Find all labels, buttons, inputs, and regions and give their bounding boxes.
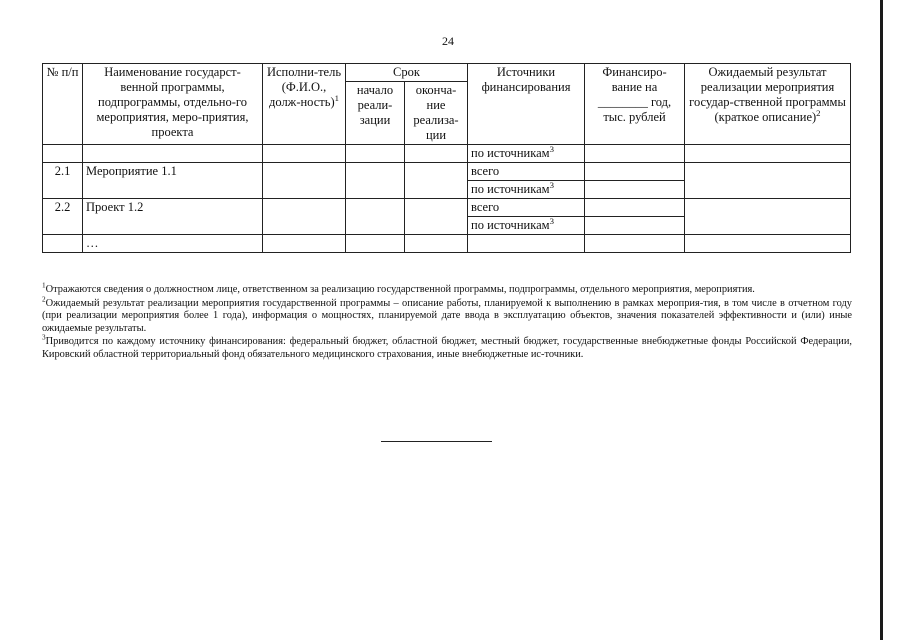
row-name: Проект 1.2 <box>83 199 263 235</box>
row-number: 2.1 <box>43 163 83 199</box>
cell <box>346 145 405 163</box>
table-row <box>43 199 851 217</box>
table-row <box>43 163 851 181</box>
footnote-ref-1: 1 <box>334 92 339 103</box>
header-financing: Финансиро-вание на ________ год, тыс. рублей <box>585 64 685 145</box>
source-by-source-label: по источникам <box>471 218 550 232</box>
program-plan-table <box>42 63 851 253</box>
source-by-source-label: по источникам <box>471 182 550 196</box>
cell <box>585 235 685 253</box>
footnote-ref-3: 3 <box>549 143 554 154</box>
header-executor <box>263 64 346 145</box>
cell <box>346 199 405 235</box>
source-total: всего <box>468 199 585 217</box>
header-result-text: Ожидаемый результат реализации мероприятия государ-ственной программы (краткое описание) <box>689 65 846 124</box>
table-row <box>43 235 851 253</box>
footnote-mark: 3 <box>42 333 46 342</box>
header-sources: Источники финансирования <box>468 64 585 145</box>
cell <box>405 235 468 253</box>
footnote-mark: 2 <box>42 295 46 304</box>
footnote-ref-3: 3 <box>549 215 554 226</box>
footnote-3 <box>42 333 852 361</box>
header-term-end: оконча-ние реализа-ции <box>405 82 468 145</box>
cell <box>685 235 851 253</box>
header-term: Срок <box>346 64 468 82</box>
cell <box>263 235 346 253</box>
header-sources-breakdown-row <box>43 145 851 163</box>
cell <box>585 199 685 217</box>
header-number: № п/п <box>43 64 83 145</box>
cell <box>685 163 851 199</box>
cell <box>263 145 346 163</box>
footnote-text: Приводится по каждому источнику финансирования: федеральный бюджет, областной бюджет, местный бюджет, государственные внебюджетные фонды Российской Федерации, Кировский областной территориальный фонд обязательного медицинского страхования, иные внебюджетные ис-точники. <box>42 336 852 360</box>
source-by-source <box>468 217 585 235</box>
cell <box>405 145 468 163</box>
row-name: … <box>83 235 263 253</box>
cell <box>346 235 405 253</box>
cell <box>405 199 468 235</box>
source-by-source <box>468 181 585 199</box>
footnote-text: Отражаются сведения о должностном лице, ответственном за реализацию государственной программы, подпрограммы, отдельного мероприятия, мероприятия. <box>45 284 755 295</box>
end-separator-line <box>381 441 492 442</box>
source-by-source <box>468 145 585 163</box>
cell <box>405 163 468 199</box>
cell <box>585 145 685 163</box>
source-by-source-label: по источникам <box>471 146 550 160</box>
footnote-1 <box>42 281 852 297</box>
footnote-ref-2: 2 <box>816 107 821 118</box>
cell <box>346 163 405 199</box>
cell <box>263 163 346 199</box>
header-executor-text: Исполни-тель (Ф.И.О., долж-ность) <box>266 65 342 109</box>
cell <box>83 145 263 163</box>
cell <box>585 181 685 199</box>
header-name: Наименование государст-венной программы, подпрограммы, отдельно-го мероприятия, меро-приятия, проекта <box>83 64 263 145</box>
footnote-mark: 1 <box>42 281 46 290</box>
cell <box>263 199 346 235</box>
header-row-1 <box>43 64 851 82</box>
cell <box>468 235 585 253</box>
cell <box>685 145 851 163</box>
row-name: Мероприятие 1.1 <box>83 163 263 199</box>
footnote-2 <box>42 295 852 336</box>
cell <box>585 163 685 181</box>
footnote-text: Ожидаемый результат реализации мероприятия государственной программы – описание работы, планируемой к выполнению в рамках мероприя-тия, в том числе в отчетном году (при реализации мероприятия более 1 года), информация о мощностях, планируемой дате ввода в эксплуатацию объектов, значения показателей эффективности и (или) иные ожидаемые результаты. <box>42 297 852 334</box>
page-edge-rule <box>880 0 883 640</box>
cell <box>585 217 685 235</box>
cell <box>43 145 83 163</box>
page-number: 24 <box>442 34 454 48</box>
header-term-start: начало реали-зации <box>346 82 405 145</box>
footnote-ref-3: 3 <box>549 179 554 190</box>
header-result <box>685 64 851 145</box>
row-number: 2.2 <box>43 199 83 235</box>
source-total: всего <box>468 163 585 181</box>
cell <box>685 199 851 235</box>
footnotes <box>42 281 852 363</box>
row-number <box>43 235 83 253</box>
